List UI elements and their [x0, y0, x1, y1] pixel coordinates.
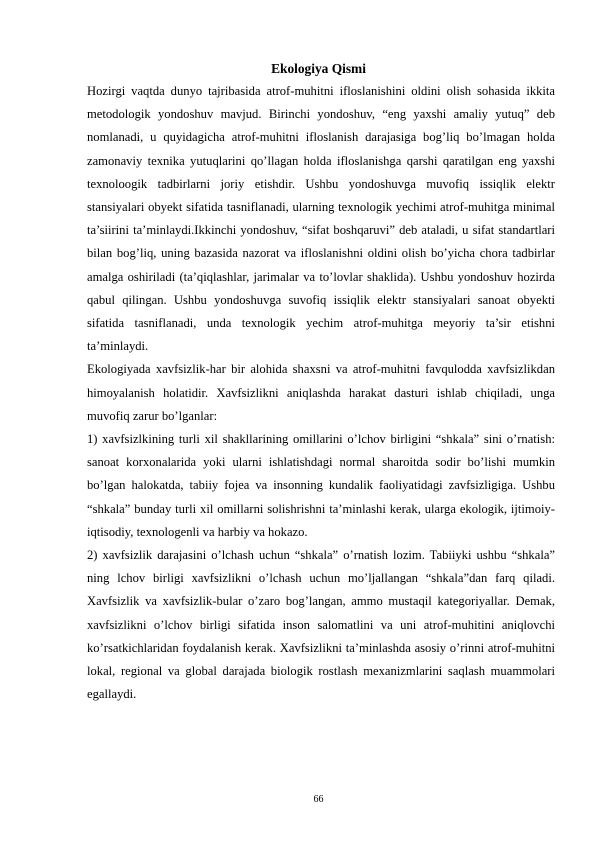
page-number: 66: [313, 794, 324, 805]
list-item-2: 2) xavfsizlik darajasini o’lchash uchun “shkala” o’rnatish lozim. Tabiiyki ushbu “shkala” ning lchov birligi xavfsizlikni o’lchash uchun mo’ljallangan “shkala”dan farq qiladi. Xavfsizlik va xavfsizlik-bular o’zaro bog’langan, ammo mustaqil kategoriyallar. Demak, xavfsizlikni o’lchov birligi sifatida inson salomatlini va uni atrof-muhitini aniqlovchi ko’rsatkichlaridan foydalanish kerak. Xavfsizlikni ta’minlashda asosiy o’rinni atrof-muhitni lokal, regional va global darajada biologik rostlash mexanizmlarini saqlash muammolari egallaydi.: [87, 548, 555, 702]
paragraph-safety: Ekologiyada xavfsizlik-har bir alohida shaxsni va atrof-muhitni favqulodda xavfsizlikdan himoyalanish holatidir. Xavfsizlikni aniqlashda harakat dasturi ishlab chiqiladi, unga muvofiq zarur bo’lganlar:: [87, 362, 555, 423]
section-title: Ekologiya Qismi: [271, 61, 366, 76]
paragraph-intro: Hozirgi vaqtda dunyo tajribasida atrof-muhitni ifloslanishini oldini olish sohasida ikkita metodologik yondoshuv mavjud. Birinchi yondoshuv, “eng yaxshi amaliy yutuq” deb nomlanadi, u quyidagicha atrof-muhitni ifloslanish darajasiga bog’liq bo’lmagan holda zamonaviy texnika yutuqlarini qo’llagan holda ifloslanishga qarshi qaratilgan eng yaxshi texnoloogik tadbirlarni joriy etishdir. Ushbu yondoshuvga muvofiq issiqlik elektr stansiyalari obyekt sifatida tasniflanadi, ularning texnologik yechimi atrof-muhitga minimal ta’siirini ta’minlaydi.Ikkinchi yondoshuv, “sifat boshqaruvi” deb ataladi, u sifat standartlari bilan bog’liq, uning bazasida nazorat va ifloslanishni oldini olish bo’yicha chora tadbirlar amalga oshiriladi (ta’qiqlashlar, jarimalar va to’lovlar shaklida). Ushbu yondoshuv hozirda qabul qilingan. Ushbu yondoshuvga suvofiq issiqlik elektr stansiyalari sanoat obyekti sifatida tasniflanadi, unda texnologik yechim atrof-muhitga meyoriy ta’sir etishni ta’minlaydi.: [87, 84, 555, 354]
body-text: [87, 80, 555, 706]
list-item-1: 1) xavfsizlkining turli xil shakllarining omillarini o’lchov birligini “shkala” sini o’rnatish: sanoat korxonalarida yoki ularni ishlatishdagi normal sharoitda sodir bo’lishi mumkin bo’lgan halokatda, tabiiy fojea va insonning kundalik faoliyatidagi zavfsizligiga. Ushbu “shkala” bunday turli xil omillarni solishrishni ta’minlashi kerak, ularga ekologik, ijtimoiy-iqtisodiy, texnologenli va harbiy va hokazo.: [87, 432, 555, 539]
